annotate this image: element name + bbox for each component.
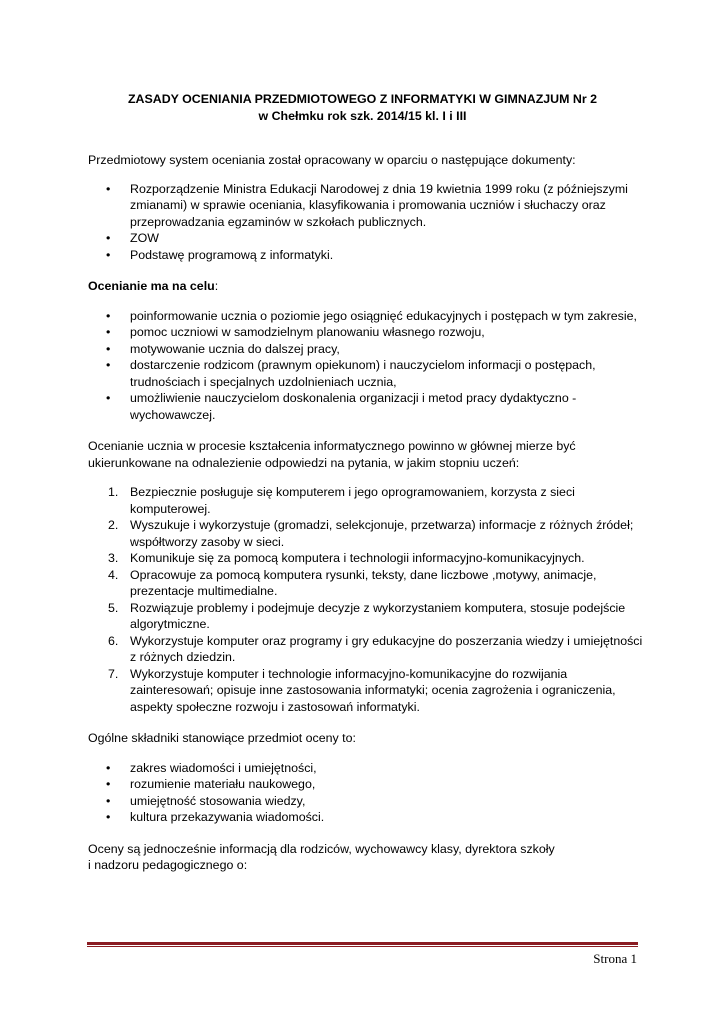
goals-heading-colon: : bbox=[214, 279, 219, 293]
list-item: • rozumienie materiału naukowego, bbox=[88, 776, 648, 793]
assessment-intro-paragraph: Ocenianie ucznia w procesie kształcenia informatycznego powinno w głównej mierze być ukierunkowane na odnalezienie odpowiedzi na pytania, w jakim stopniu uczeń: bbox=[88, 439, 576, 470]
list-item: • umożliwienie nauczycielom doskonalenia organizacji i metod pracy dydaktyczno - wychowawczej. bbox=[88, 390, 648, 423]
list-item: • Rozporządzenie Ministra Edukacji Narodowej z dnia 19 kwietnia 1999 roku (z późniejszymi zmianami) w sprawie oceniania, klasyfikowania i promowania uczniów i słuchaczy oraz przeprowadzania egzaminów w szkołach publicznych. bbox=[88, 181, 648, 231]
list-number: 7. bbox=[108, 666, 119, 681]
list-item: • Podstawę programową z informatyki. bbox=[88, 247, 648, 264]
list-item bbox=[88, 484, 648, 517]
list-number: 4. bbox=[108, 567, 119, 582]
list-item bbox=[88, 666, 648, 716]
list-number: 2. bbox=[108, 518, 119, 532]
list-item: • pomoc uczniowi w samodzielnym planowaniu własnego rozwoju, bbox=[88, 324, 648, 341]
list-item-text: Rozwiązuje problemy i podejmuje decyzje z wykorzystaniem komputera, stosuje podejście algorytmiczne. bbox=[130, 600, 626, 631]
list-item-text: Komunikuje się za pomocą komputera i technologii informacyjno-komunikacyjnych. bbox=[130, 551, 585, 565]
goals-heading-paragraph bbox=[88, 278, 648, 295]
intro-paragraph: Przedmiotowy system oceniania został opracowany w oparciu o następujące dokumenty: bbox=[88, 153, 576, 167]
list-number: 5. bbox=[108, 600, 119, 615]
list-item: • motywowanie ucznia do dalszej pracy, bbox=[88, 341, 648, 358]
list-item-text: Wykorzystuje komputer i technologie informacyjno-komunikacyjne do rozwijania zainteresowań; opisuje inne zastosowania informatyki; ocenia zagrożenia i ograniczenia, aspekty społeczne rozwoju i zastosowań informatyki. bbox=[130, 666, 616, 714]
list-item-text: Wykorzystuje komputer oraz programy i gry edukacyjne do poszerzania wiedzy i umiejętności z różnych dziedzin. bbox=[130, 633, 643, 664]
list-item: • kultura przekazywania wiadomości. bbox=[88, 809, 648, 826]
list-item: • dostarczenie rodzicom (prawnym opiekunom) i nauczycielom informacji o postępach, trudnościach i specjalnych uzdolnieniach ucznia, bbox=[88, 357, 648, 390]
list-item: • ZOW bbox=[88, 230, 648, 247]
document-title bbox=[0, 91, 725, 125]
list-item-text: Wyszukuje i wykorzystuje (gromadzi, selekcjonuje, przetwarza) informacje z różnych źródeł; współtworzy zasoby w sieci. bbox=[130, 518, 634, 549]
list-item bbox=[88, 517, 648, 550]
components-list bbox=[88, 760, 648, 826]
goals-heading: Ocenianie ma na celu bbox=[88, 279, 215, 293]
skills-list bbox=[88, 484, 648, 715]
components-intro-paragraph: Ogólne składniki stanowiące przedmiot oceny to: bbox=[88, 731, 356, 745]
list-item bbox=[88, 600, 648, 633]
list-number: 6. bbox=[108, 633, 119, 648]
page-number: Strona 1 bbox=[593, 951, 637, 966]
list-item bbox=[88, 633, 648, 666]
list-item: • zakres wiadomości i umiejętności, bbox=[88, 760, 648, 777]
documents-list bbox=[88, 181, 648, 264]
list-item: • poinformowanie ucznia o poziomie jego osiągnięć edukacyjnych i postępach w tym zakresie, bbox=[88, 308, 648, 325]
list-item bbox=[88, 550, 648, 567]
document-body bbox=[88, 152, 648, 874]
grades-info-line-1: Oceny są jednocześnie informacją dla rodziców, wychowawcy klasy, dyrektora szkoły bbox=[88, 841, 555, 856]
list-number: 1. bbox=[108, 485, 119, 499]
list-item: • umiejętność stosowania wiedzy, bbox=[88, 793, 648, 810]
footer-rule-thin bbox=[87, 946, 638, 947]
title-line-2: w Chełmku rok szk. 2014/15 kl. I i III bbox=[258, 109, 467, 123]
grades-info-line-2: i nadzoru pedagogicznego o: bbox=[88, 858, 248, 872]
title-line-1: ZASADY OCENIANIA PRZEDMIOTOWEGO Z INFORMATYKI W GIMNAZJUM Nr 2 bbox=[127, 92, 597, 106]
list-item-text: Opracowuje za pomocą komputera rysunki, teksty, dane liczbowe ,motywy, animacje, prezentacje multimedialne. bbox=[130, 567, 597, 598]
list-number: 3. bbox=[108, 551, 119, 565]
footer-rule bbox=[87, 942, 638, 945]
list-item-text: Bezpiecznie posługuje się komputerem i jego oprogramowaniem, korzysta z sieci komputerowej. bbox=[130, 485, 575, 516]
goals-list bbox=[88, 308, 648, 424]
list-item bbox=[88, 567, 648, 600]
